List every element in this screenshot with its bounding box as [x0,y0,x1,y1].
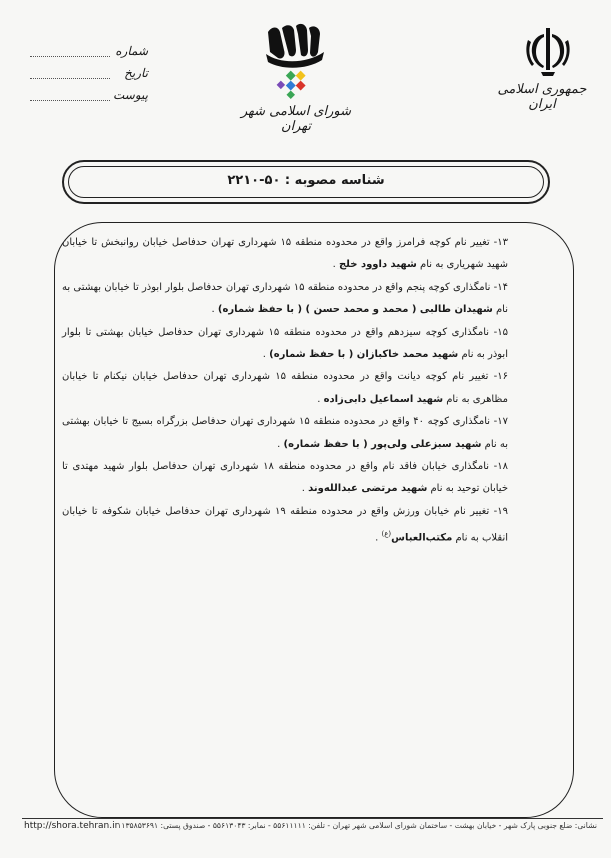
resolution-item-16 [62,366,508,411]
item-name: مکتب‌العباس [391,532,453,544]
footer-address: نشانی: ضلع جنوبی پارک شهر - خیابان بهشت - ساختمان شورای اسلامی شهر تهران - تلفن: ۵۵۶۱۱۱۱۱ - نمابر: ۵۵۶۱۳۰۴۳ - صندوق پستی: ۱۱۳۵۸۵۳۶۹۱ [117,821,597,830]
item-text: ۱۴- نامگذاری کوچه پنجم واقع در محدوده منطقه ۱۵ شهرداری تهران حدفاصل بلوار ابوذر تا خیابان بهشتی به نام [62,281,508,316]
item-name: شهید داوود خلج [338,259,417,271]
resolution-item-13 [62,232,508,277]
resolution-id-banner [62,160,550,204]
council-logo-icon [262,22,328,100]
letter-meta-fields [30,42,148,108]
resolution-id: شناسه مصوبه : ۵۰-۲۲۱۰ [227,173,385,188]
attachment-label: پیوست [113,88,148,102]
item-tail: . [277,438,284,450]
number-dotted-line [30,56,110,57]
item-text: ۱۸- نامگذاری خیابان فاقد نام واقع در محدوده منطقه ۱۸ شهرداری تهران حدفاصل بلوار شهید مهتدی تا خیابان توحید به نام [62,461,508,495]
item-tail: . [301,483,309,495]
date-label: تاریخ [124,66,148,80]
item-name: شهید محمد خاکبازان ( با حفظ شماره) [269,349,459,361]
item-text: ۱۹- تغییر نام خیابان ورزش واقع در محدوده منطقه ۱۹ شهرداری تهران حدفاصل خیابان شکوفه تا خیابان انقلاب به نام [62,505,508,544]
item-name: شهید مرتضی عبدالله‌وند [308,483,428,495]
item-sup: (ع) [381,530,392,539]
resolution-item-15 [62,322,508,367]
item-tail: . [317,393,324,405]
item-name: شهیدان طالبی ( محمد و محمد حسن ) ( با حفظ شماره) [217,304,493,316]
item-tail: . [332,259,339,271]
date-dotted-line [30,78,110,79]
resolution-item-18 [62,456,508,501]
item-name: شهید سبزعلی ولی‌پور ( با حفظ شماره) [283,438,482,450]
number-field [30,42,148,64]
item-tail: . [262,349,270,361]
attachment-dotted-line [30,100,110,101]
resolution-item-17 [62,411,508,456]
number-label: شماره [115,44,148,58]
footer-divider [22,818,603,819]
attachment-field [30,86,148,108]
resolution-item-19 [62,501,508,550]
footer-website-link[interactable]: http://shora.tehran.ir [24,821,119,831]
resolution-item-14 [62,277,508,322]
item-name: شهید اسماعیل دابی‌زاده [323,393,444,405]
country-name: جمهوری اسلامی ایران [497,82,587,112]
item-tail: . [375,532,382,544]
item-text: ۱۶- تغییر نام کوچه دیانت واقع در محدوده منطقه ۱۵ شهرداری تهران حدفاصل خیابان نیکنام تا خیابان مظاهری به نام [62,371,508,405]
resolution-items [62,232,508,550]
item-text: ۱۷- نامگذاری کوچه ۴۰ واقع در محدوده منطقه ۱۵ شهرداری تهران حدفاصل بزرگراه بسیج تا خیابان بهشتی به نام [62,416,508,450]
council-name: شورای اسلامی شهر تهران [240,104,352,134]
item-text: ۱۵- نامگذاری کوچه سیزدهم واقع در محدوده منطقه ۱۵ شهرداری تهران حدفاصل خیابان بهشتی تا بلوار ابوذر به نام [62,326,508,361]
iran-emblem-icon [523,26,573,78]
item-text: ۱۳- تغییر نام کوچه فرامرز واقع در محدوده منطقه ۱۵ شهرداری تهران حدفاصل خیابان روانبخش تا خیابان شهید شهریاری به نام [62,237,508,271]
date-field [30,64,148,86]
item-tail: . [211,304,218,316]
